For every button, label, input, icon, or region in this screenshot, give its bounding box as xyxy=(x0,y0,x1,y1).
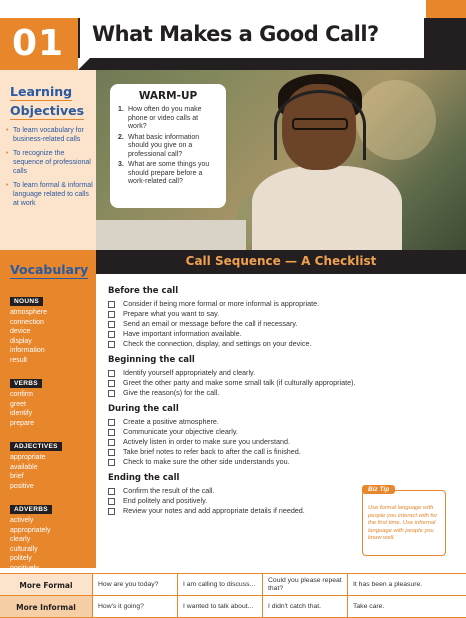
vocab-group-nouns xyxy=(10,290,90,365)
warmup-box xyxy=(110,84,226,208)
checkbox[interactable] xyxy=(108,498,115,505)
vocab-tag: VERBS xyxy=(10,379,42,388)
checklist-item-text: Have important information available. xyxy=(123,329,242,338)
checkbox[interactable] xyxy=(108,390,115,397)
vocab-word: politely xyxy=(10,555,32,562)
checklist-item-text: Review your notes and add appropriate details if needed. xyxy=(123,506,305,515)
vocabulary-list xyxy=(10,290,90,580)
vocab-word: clearly xyxy=(10,536,31,543)
checklist-item-text: Take brief notes to refer back to after the call is finished. xyxy=(123,447,301,456)
learning-objectives-title xyxy=(10,84,84,122)
checklist-item xyxy=(108,417,458,427)
vocab-word: actively xyxy=(10,517,34,524)
top-margin xyxy=(0,0,466,18)
checklist-item-text: Greet the other party and make some small talk (if culturally appropriate). xyxy=(123,378,356,387)
checkbox[interactable] xyxy=(108,331,115,338)
learning-objective-item: • To recognize the sequence of professional calls xyxy=(6,149,94,176)
warmup-question xyxy=(118,161,218,187)
checklist-item xyxy=(108,339,458,349)
table-cell: I didn't catch that. xyxy=(262,596,347,618)
learning-objectives-title-line2: Objectives xyxy=(10,103,85,118)
checklist-item xyxy=(108,368,458,378)
checklist-item-text: Identify yourself appropriately and clearly. xyxy=(123,368,256,377)
checkbox[interactable] xyxy=(108,429,115,436)
table-row-header: More Informal xyxy=(0,596,92,618)
vocab-word: appropriate xyxy=(10,454,46,461)
table-cell: I wanted to talk about... xyxy=(177,596,262,618)
checkbox[interactable] xyxy=(108,459,115,466)
table-cell: It has been a pleasure. xyxy=(347,574,432,596)
checklist-item-text: Prepare what you want to say. xyxy=(123,309,220,318)
checklist-item-text: Check to make sure the other side understands you. xyxy=(123,457,290,466)
checkbox[interactable] xyxy=(108,488,115,495)
warmup-title: WARM-UP xyxy=(138,90,198,102)
vocab-word: atmosphere xyxy=(10,309,47,316)
checklist-section-title: Before the call xyxy=(108,286,179,296)
page-title: What Makes a Good Call? xyxy=(92,22,379,46)
checklist-sections xyxy=(108,286,458,522)
checklist-item-text: Give the reason(s) for the call. xyxy=(123,388,220,397)
warmup-question-text: How often do you make phone or video calls at work? xyxy=(128,106,202,130)
checklist-item xyxy=(108,388,458,398)
checklist-title: Call Sequence — A Checklist xyxy=(185,254,377,268)
learning-objective-item: • To learn formal & informal language related to calls at work xyxy=(6,181,94,208)
checkbox[interactable] xyxy=(108,380,115,387)
title-box-tail xyxy=(78,58,90,70)
checklist-section-title: Beginning the call xyxy=(108,355,195,365)
checkbox[interactable] xyxy=(108,311,115,318)
learning-objective-item: • To learn vocabulary for business-related calls xyxy=(6,126,94,144)
vocab-tag: NOUNS xyxy=(10,297,43,306)
vocab-word: display xyxy=(10,337,32,345)
vocab-word: confirm xyxy=(10,391,33,398)
warmup-question-text: What basic information should you give on a professional call? xyxy=(128,133,200,158)
checklist-section-title: Ending the call xyxy=(108,473,180,483)
photo-laptop xyxy=(96,220,246,250)
checklist-item xyxy=(108,457,458,467)
checkbox[interactable] xyxy=(108,370,115,377)
checklist-item xyxy=(108,329,458,339)
checklist-item-text: Check the connection, display, and settings on your device. xyxy=(123,339,312,348)
vocab-tag: ADJECTIVES xyxy=(10,442,62,451)
table-cell: How's it going? xyxy=(92,596,177,618)
top-accent-bar xyxy=(426,0,466,18)
vocab-word: brief xyxy=(10,473,24,480)
checklist-item-text: Communicate your objective clearly. xyxy=(123,427,238,436)
vocab-word: device xyxy=(10,328,31,335)
checklist-item-text: Send an email or message before the call if necessary. xyxy=(123,319,298,328)
warmup-question-number: 2. xyxy=(118,133,124,141)
vocab-word: identify xyxy=(10,410,33,417)
vocab-word: result xyxy=(10,356,28,364)
checklist-item-text: End politely and positively. xyxy=(123,496,208,505)
warmup-question-number: 3. xyxy=(118,161,124,168)
checklist-section-during xyxy=(108,404,458,467)
learning-objectives-list xyxy=(6,126,94,213)
unit-number: 01 xyxy=(0,18,78,70)
photo-person-body xyxy=(252,166,402,250)
learning-objectives-title-line1: Learning xyxy=(10,84,73,99)
table-row-formal xyxy=(0,574,466,596)
warmup-question xyxy=(118,106,218,132)
checklist-item xyxy=(108,309,458,319)
checklist-item-text: Confirm the result of the call. xyxy=(123,486,215,495)
vocab-word: connection xyxy=(10,318,44,326)
checklist-item xyxy=(108,437,458,447)
table-cell: Could you please repeat that? xyxy=(262,574,347,596)
checkbox[interactable] xyxy=(108,508,115,515)
checkbox[interactable] xyxy=(108,301,115,308)
vocab-word: culturally xyxy=(10,545,38,553)
checklist-item xyxy=(108,319,458,329)
vocab-word: prepare xyxy=(10,419,35,427)
vocab-word: positively xyxy=(10,564,39,572)
vocab-group-verbs xyxy=(10,372,90,428)
warmup-question-text: What are some things you should prepare before a work-related call? xyxy=(128,161,210,185)
checkbox[interactable] xyxy=(108,439,115,446)
headset-icon xyxy=(274,90,366,160)
checkbox[interactable] xyxy=(108,419,115,426)
table-cell: Take care. xyxy=(347,596,432,618)
checklist-item xyxy=(108,378,458,388)
vocab-word: information xyxy=(10,347,45,354)
checklist-item-text: Consider if being more formal or more informal is appropriate. xyxy=(123,299,320,308)
checklist-section-beginning xyxy=(108,355,458,398)
checkbox[interactable] xyxy=(108,341,115,348)
vocab-group-adjectives xyxy=(10,435,90,491)
biz-tip-label: Biz Tip xyxy=(362,485,395,494)
photo-bokeh xyxy=(356,80,436,160)
checkbox[interactable] xyxy=(108,321,115,328)
warmup-questions xyxy=(118,106,218,187)
checklist-item xyxy=(108,299,458,309)
checklist-section-title: During the call xyxy=(108,404,179,414)
vocab-tag: ADVERBS xyxy=(10,505,52,514)
table-cell: How are you today? xyxy=(92,574,177,596)
biz-tip-text: Use formal language with people you interact with for the first time. Use informal language with people you know well. xyxy=(368,505,438,541)
vocab-group-adverbs xyxy=(10,498,90,573)
vocab-word: greet xyxy=(10,400,26,408)
checklist-item-text: Actively listen in order to make sure you understand. xyxy=(123,437,290,446)
vocabulary-title xyxy=(10,262,88,277)
warmup-question xyxy=(118,134,218,160)
checklist-item xyxy=(108,427,458,437)
table-row-informal xyxy=(0,596,466,618)
table-cell: I am calling to discuss... xyxy=(177,574,262,596)
checklist-item xyxy=(108,447,458,457)
checklist-section-before xyxy=(108,286,458,349)
vocab-word: available xyxy=(10,463,38,471)
checklist-item-text: Create a positive atmosphere. xyxy=(123,417,219,426)
checkbox[interactable] xyxy=(108,449,115,456)
vocab-word: appropriately xyxy=(10,526,51,534)
vocabulary-title-text: Vocabulary xyxy=(10,262,89,277)
table-row-header: More Formal xyxy=(0,574,92,596)
vocab-word: positive xyxy=(10,482,34,490)
warmup-question-number: 1. xyxy=(118,106,124,113)
biz-tip-box xyxy=(362,486,446,556)
